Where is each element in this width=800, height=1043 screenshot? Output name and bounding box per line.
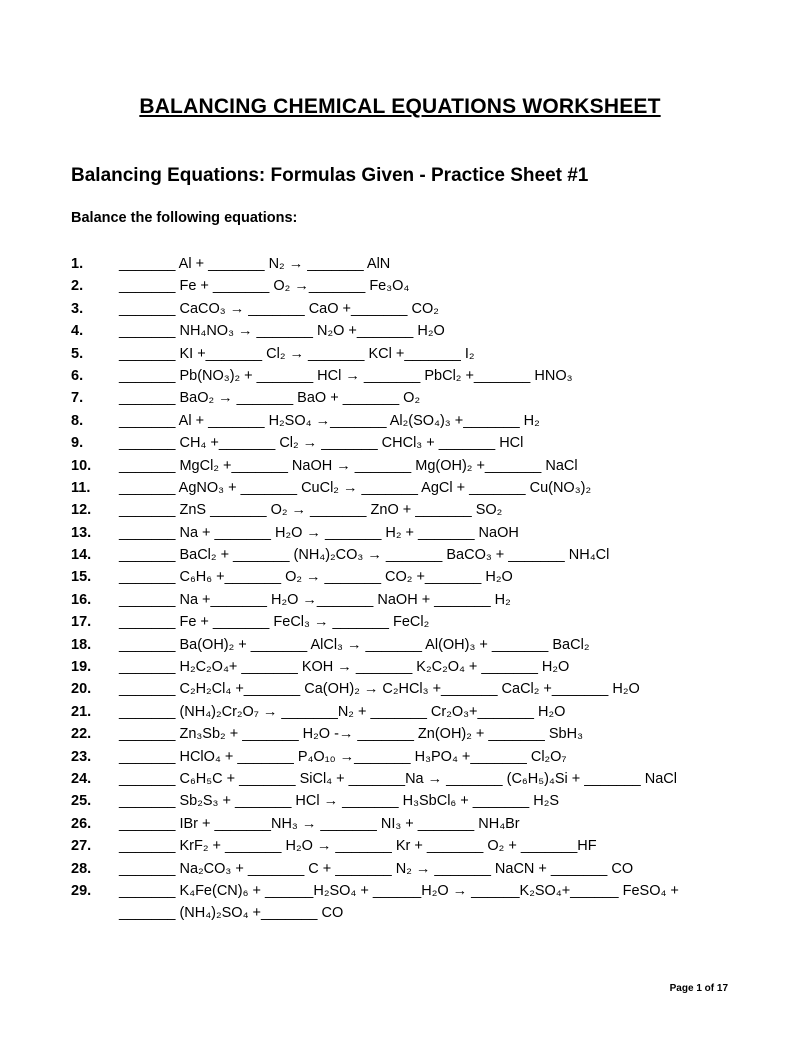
equation-text: _______ Na +_______ H₂O →_______ NaOH + _______ H₂ — [119, 591, 511, 608]
equation-row — [71, 499, 751, 521]
equation-row — [71, 813, 751, 835]
equation-text: _______ (NH₄)₂Cr₂O₇ → _______N₂ + _______ Cr₂O₃+_______ H₂O — [119, 703, 566, 720]
equation-number: 7. — [71, 390, 84, 407]
equation-row — [71, 387, 751, 409]
equation-number: 16. — [71, 591, 92, 608]
equation-row — [71, 544, 751, 566]
equation-row — [71, 589, 751, 611]
equation-text: _______ CH₄ +_______ Cl₂ → _______ CHCl₃ + _______ HCl — [119, 435, 524, 452]
equation-text: _______ AgNO₃ + _______ CuCl₂ → _______ AgCl + _______ Cu(NO₃)₂ — [119, 479, 592, 496]
equation-row — [71, 522, 751, 544]
equation-row — [71, 410, 751, 432]
equation-row — [71, 298, 751, 320]
equation-number: 6. — [71, 367, 84, 384]
equation-text: _______ BaCl₂ + _______ (NH₄)₂CO₃ → _______ BaCO₃ + _______ NH₄Cl — [119, 547, 610, 564]
equation-number: 20. — [71, 681, 92, 698]
equation-text: _______ Al + _______ H₂SO₄ →_______ Al₂(SO₄)₃ +_______ H₂ — [119, 412, 540, 429]
equation-row — [71, 678, 751, 700]
equation-row — [71, 746, 751, 768]
equation-row — [71, 656, 751, 678]
equation-row — [71, 880, 751, 902]
equation-number: 2. — [71, 278, 84, 295]
equation-number: 18. — [71, 636, 92, 653]
equation-number: 1. — [71, 256, 84, 272]
equation-text: _______ H₂C₂O₄+ _______ KOH → _______ K₂C₂O₄ + _______ H₂O — [119, 659, 570, 676]
equation-row — [71, 566, 751, 588]
equation-text: _______ Sb₂S₃ + _______ HCl → _______ H₃SbCl₆ + _______ H₂S — [119, 793, 560, 810]
equation-number: 27. — [71, 838, 92, 855]
equation-text: _______ HClO₄ + _______ P₄O₁₀ →_______ H₃PO₄ +_______ Cl₂O₇ — [119, 748, 567, 765]
equation-number: 23. — [71, 748, 92, 765]
practice-sheet-subtitle: Balancing Equations: Formulas Given - Practice Sheet #1 — [71, 165, 589, 186]
equation-number: 8. — [71, 412, 84, 429]
equation-text: _______ BaO₂ → _______ BaO + _______ O₂ — [119, 390, 421, 407]
equation-row — [71, 253, 751, 275]
equation-text: _______ Na₂CO₃ + _______ C + _______ N₂ → _______ NaCN + _______ CO — [119, 860, 634, 877]
equation-number: 29. — [71, 882, 92, 899]
equation-number: 19. — [71, 659, 92, 676]
equation-text: _______ Al + _______ N₂ → _______ AlN — [119, 256, 391, 272]
equation-number: 21. — [71, 703, 92, 720]
equation-row — [71, 835, 751, 857]
equation-row — [71, 768, 751, 790]
equation-number: 15. — [71, 569, 92, 586]
equation-text: _______ C₆H₅C + _______ SiCl₄ + _______Na → _______ (C₆H₅)₄Si + _______ NaCl — [119, 770, 677, 787]
equation-number: 17. — [71, 614, 92, 631]
page-number: Page 1 of 17 — [669, 983, 728, 994]
equation-number: 12. — [71, 502, 92, 519]
equation-number: 14. — [71, 547, 92, 564]
equation-number: 22. — [71, 726, 92, 743]
instructions: Balance the following equations: — [71, 210, 298, 226]
equation-number: 10. — [71, 457, 92, 474]
equation-number: 28. — [71, 860, 92, 877]
worksheet-title: BALANCING CHEMICAL EQUATIONS WORKSHEET — [139, 95, 661, 118]
equation-row — [71, 723, 751, 745]
equation-text: _______ IBr + _______NH₃ → _______ NI₃ + _______ NH₄Br — [119, 815, 520, 832]
equation-text: _______ Na + _______ H₂O → _______ H₂ + _______ NaOH — [119, 524, 519, 541]
equation-list — [71, 253, 751, 925]
equation-text: _______ Zn₃Sb₂ + _______ H₂O -→ _______ Zn(OH)₂ + _______ SbH₃ — [119, 726, 583, 743]
equation-text: _______ CaCO₃ → _______ CaO +_______ CO₂ — [119, 300, 439, 317]
equation-text: _______ KrF₂ + _______ H₂O → _______ Kr + _______ O₂ + _______HF — [119, 838, 597, 855]
equation-number: 3. — [71, 300, 84, 317]
equation-row — [71, 432, 751, 454]
equation-number: 5. — [71, 345, 84, 362]
equation-text: _______ Pb(NO₃)₂ + _______ HCl → _______ PbCl₂ +_______ HNO₃ — [119, 367, 573, 384]
equation-row — [71, 858, 751, 880]
equation-text: _______ Ba(OH)₂ + _______ AlCl₃ → _______ Al(OH)₃ + _______ BaCl₂ — [119, 636, 590, 653]
equation-text: _______ NH₄NO₃ → _______ N₂O +_______ H₂O — [119, 323, 445, 340]
equation-number: 4. — [71, 323, 84, 340]
equation-text: _______ ZnS _______ O₂ → _______ ZnO + _______ SO₂ — [119, 502, 503, 519]
equation-row — [71, 275, 751, 297]
equation-row — [71, 477, 751, 499]
equation-number: 25. — [71, 793, 92, 810]
equation-row — [71, 365, 751, 387]
equation-row — [71, 701, 751, 723]
equation-row — [71, 455, 751, 477]
equation-number: 24. — [71, 770, 92, 787]
equation-text: _______ C₂H₂Cl₄ +_______ Ca(OH)₂ → C₂HCl₃ +_______ CaCl₂ +_______ H₂O — [119, 681, 640, 698]
equation-number: 9. — [71, 435, 84, 452]
equation-number: 13. — [71, 524, 92, 541]
equation-row — [71, 343, 751, 365]
equation-text: _______ K₄Fe(CN)₆ + ______H₂SO₄ + ______H₂O → ______K₂SO₄+______ FeSO₄ + — [119, 882, 679, 899]
equation-text: _______ MgCl₂ +_______ NaOH → _______ Mg(OH)₂ +_______ NaCl — [119, 457, 578, 474]
equation-continuation-text: _______ (NH₄)₂SO₄ +_______ CO — [119, 905, 344, 922]
equation-number: 26. — [71, 815, 92, 832]
equation-text: _______ KI +_______ Cl₂ → _______ KCl +_______ I₂ — [119, 345, 475, 362]
equation-row — [71, 320, 751, 342]
equation-row — [71, 790, 751, 812]
equation-number: 11. — [71, 479, 91, 496]
equation-row — [71, 634, 751, 656]
equation-continuation-row — [71, 902, 751, 924]
equation-text: _______ Fe + _______ FeCl₃ → _______ FeCl₂ — [119, 614, 430, 631]
equation-row — [71, 611, 751, 633]
equation-text: _______ Fe + _______ O₂ →_______ Fe₃O₄ — [119, 278, 410, 295]
equation-text: _______ C₆H₆ +_______ O₂ → _______ CO₂ +_______ H₂O — [119, 569, 513, 586]
